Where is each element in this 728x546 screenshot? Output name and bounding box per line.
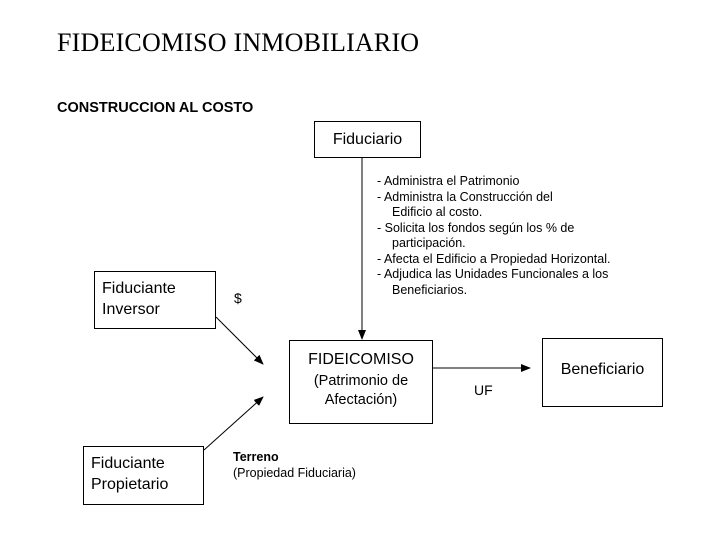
- arrow-inversor-to-fideicomiso: [216, 317, 263, 364]
- dollar-flow-label: $: [234, 290, 242, 306]
- beneficiario-box: [542, 338, 663, 407]
- arrow-propietario-to-fideicomiso: [204, 397, 263, 450]
- terreno-flow-label: [233, 449, 356, 481]
- terreno-subtitle: (Propiedad Fiduciaria): [233, 466, 356, 480]
- fiduciante-inversor-box: [94, 271, 216, 329]
- page-title: FIDEICOMISO INMOBILIARIO: [57, 28, 420, 57]
- task-line-continuation: Edificio al costo.: [392, 205, 483, 219]
- fideicomiso-sub-line2: Afectación): [324, 392, 398, 408]
- page-subtitle: CONSTRUCCION AL COSTO: [57, 100, 254, 116]
- task-line: - Administra la Construcción del: [377, 189, 553, 204]
- beneficiario-label: Beneficiario: [560, 361, 645, 378]
- fiduciario-box: [314, 121, 421, 158]
- terreno-title: Terreno: [233, 450, 279, 464]
- task-line-continuation: participación.: [392, 236, 466, 250]
- uf-flow-label: UF: [474, 382, 493, 398]
- fiduciante-propietario-line1: Fiduciante: [91, 455, 165, 472]
- fiduciario-label: Fiduciario: [332, 131, 403, 148]
- task-line: - Administra el Patrimonio: [377, 174, 520, 188]
- fiduciario-tasks-list: [377, 174, 610, 298]
- fiduciante-propietario-box: [83, 446, 204, 505]
- fideicomiso-label: FIDEICOMISO: [308, 351, 414, 368]
- task-line: - Afecta el Edificio a Propiedad Horizontal.: [377, 251, 611, 266]
- fideicomiso-sub-line1: (Patrimonio de: [313, 373, 409, 389]
- task-line-continuation: Beneficiarios.: [392, 282, 468, 297]
- fiduciante-inversor-line2: Inversor: [102, 301, 160, 318]
- fiduciante-inversor-line1: Fiduciante: [102, 280, 176, 297]
- task-line: - Solicita los fondos según los % de: [377, 220, 575, 235]
- fideicomiso-box: [289, 340, 433, 424]
- fiduciante-propietario-line2: Propietario: [91, 476, 169, 493]
- task-line: - Adjudica las Unidades Funcionales a los: [377, 267, 609, 281]
